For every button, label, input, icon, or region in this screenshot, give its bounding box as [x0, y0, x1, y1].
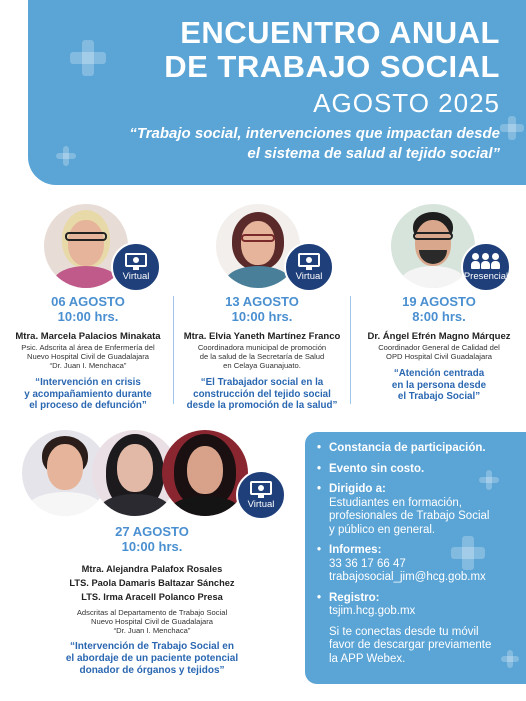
medical-cross-icon [500, 116, 524, 140]
motto-line-2: el sistema de salud al tejido social” [247, 145, 500, 162]
talk-title-line: donador de órganos y tejidos” [79, 665, 225, 676]
medical-cross-icon [501, 650, 519, 668]
motto-line-1: “Trabajo social, intervenciones que impactan desde [129, 125, 500, 142]
panelist-name: LTS. Irma Aracell Polanco Presa [81, 592, 223, 602]
talk-title-line: “Intervención de Trabajo Social en [70, 641, 234, 652]
speaker-time: 8:00 hrs. [412, 309, 466, 324]
panel-card [22, 524, 282, 677]
modality-label: Virtual [247, 498, 275, 510]
speaker-date: 19 AGOSTO [402, 294, 476, 309]
modality-badge [284, 242, 334, 292]
panel-date: 27 AGOSTO [115, 524, 189, 539]
panel-role [22, 608, 282, 635]
speaker-role [174, 343, 350, 370]
speaker-role-line: Psic. Adscrita al área de Enfermería del [21, 343, 155, 352]
modality-label: Virtual [122, 270, 150, 282]
modality-badge [461, 242, 511, 292]
info-phone[interactable]: 33 36 17 66 47 [329, 557, 406, 570]
speaker-role-line: OPD Hospital Civil Guadalajara [386, 352, 492, 361]
speaker-card-3 [352, 294, 526, 403]
talk-title [4, 377, 172, 412]
talk-title-line: y acompañamiento durante [24, 388, 152, 400]
speaker-date: 06 AGOSTO [51, 294, 125, 309]
event-info-panel [305, 432, 526, 684]
speaker-role-line: Nuevo Hospital Civil de Guadalajara [27, 352, 149, 361]
panel-role-line: Adscritas al Departamento de Trabajo Social [76, 608, 228, 617]
panelist-name: LTS. Paola Damaris Baltazar Sánchez [69, 578, 235, 588]
talk-title-line: en la persona desde [391, 379, 487, 391]
panelist-3-photo [162, 430, 248, 516]
speaker-time: 10:00 hrs. [57, 309, 119, 324]
event-title-line-1: ENCUENTRO ANUAL [180, 15, 500, 50]
talk-title-line: el Trabajo Social” [397, 391, 481, 402]
info-informes-label: • Informes: [319, 544, 516, 558]
info-costo: • Evento sin costo. [319, 463, 516, 477]
speaker-role [352, 343, 526, 361]
event-title-line-2: DE TRABAJO SOCIAL [164, 49, 500, 84]
speaker-card-1 [4, 294, 172, 412]
info-dirigido-label: • Dirigido a: [319, 483, 516, 497]
medical-cross-icon [70, 40, 106, 76]
talk-title [352, 368, 526, 403]
info-webex-line: la APP Webex. [329, 652, 406, 665]
talk-title-line: construcción del tejido social [193, 388, 331, 400]
monitor-icon [298, 253, 320, 269]
people-icon [471, 253, 501, 269]
panel-role-line: “Dr. Juan I. Menchaca” [113, 626, 191, 635]
info-dirigido-line: Estudiantes en formación, [329, 496, 462, 509]
talk-title-line: “Atención centrada [393, 368, 485, 379]
modality-badge [111, 242, 161, 292]
column-divider [350, 296, 351, 404]
speaker-role-line: Coordinador General de Calidad del [378, 343, 500, 352]
modality-badge [236, 470, 286, 520]
info-constancia: • Constancia de participación. [319, 442, 516, 456]
event-date: AGOSTO 2025 [313, 88, 500, 118]
speaker-name: Mtra. Marcela Palacios Minakata [15, 331, 161, 342]
speaker-role [4, 343, 172, 370]
talk-title [174, 377, 350, 412]
speaker-name: Mtra. Elvia Yaneth Martínez Franco [183, 331, 341, 342]
info-registro-label: • Registro: [319, 592, 516, 606]
panel-talk-title [22, 641, 282, 677]
talk-title-line: “El Trabajador social en la [200, 377, 324, 388]
speaker-role-line: “Dr. Juan I. Menchaca” [49, 361, 127, 370]
talk-title-line: desde la promoción de la salud” [186, 400, 338, 411]
panelist-name: Mtra. Alejandra Palafox Rosales [81, 564, 223, 574]
panel-time: 10:00 hrs. [121, 539, 183, 554]
panel-role-line: Nuevo Hospital Civil de Guadalajara [91, 617, 213, 626]
event-motto [60, 124, 500, 164]
speaker-role-line: Coordinadora municipal de promoción [197, 343, 327, 352]
modality-label: Virtual [295, 270, 323, 282]
info-dirigido-line: y público en general. [329, 523, 436, 536]
speaker-role-line: en Celaya Guanajuato. [223, 361, 301, 370]
speaker-role-line: de la salud de la Secretaría de Salud [199, 352, 325, 361]
info-email[interactable]: trabajosocial_jim@hcg.gob.mx [329, 571, 486, 583]
info-dirigido-line: profesionales de Trabajo Social [329, 510, 490, 522]
modality-label: Presencial [463, 270, 509, 282]
info-webex-line: favor de descargar previamente [329, 639, 492, 651]
monitor-icon [125, 253, 147, 269]
panelist-names [22, 562, 282, 604]
speaker-card-2 [174, 294, 350, 412]
speaker-date: 13 AGOSTO [225, 294, 299, 309]
talk-title-line: el proceso de defunción” [29, 400, 147, 411]
talk-title-line: “Intervención en crisis [35, 377, 141, 388]
header-banner [28, 0, 526, 185]
speaker-time: 10:00 hrs. [231, 309, 293, 324]
monitor-icon [250, 481, 272, 497]
talk-title-line: el abordaje de un paciente potencial [65, 653, 239, 664]
speaker-name: Dr. Ángel Efrén Magno Márquez [367, 331, 511, 342]
info-webex-line: Si te conectas desde tu móvil [329, 625, 479, 638]
info-registro-url[interactable]: tsjim.hcg.gob.mx [329, 605, 416, 617]
